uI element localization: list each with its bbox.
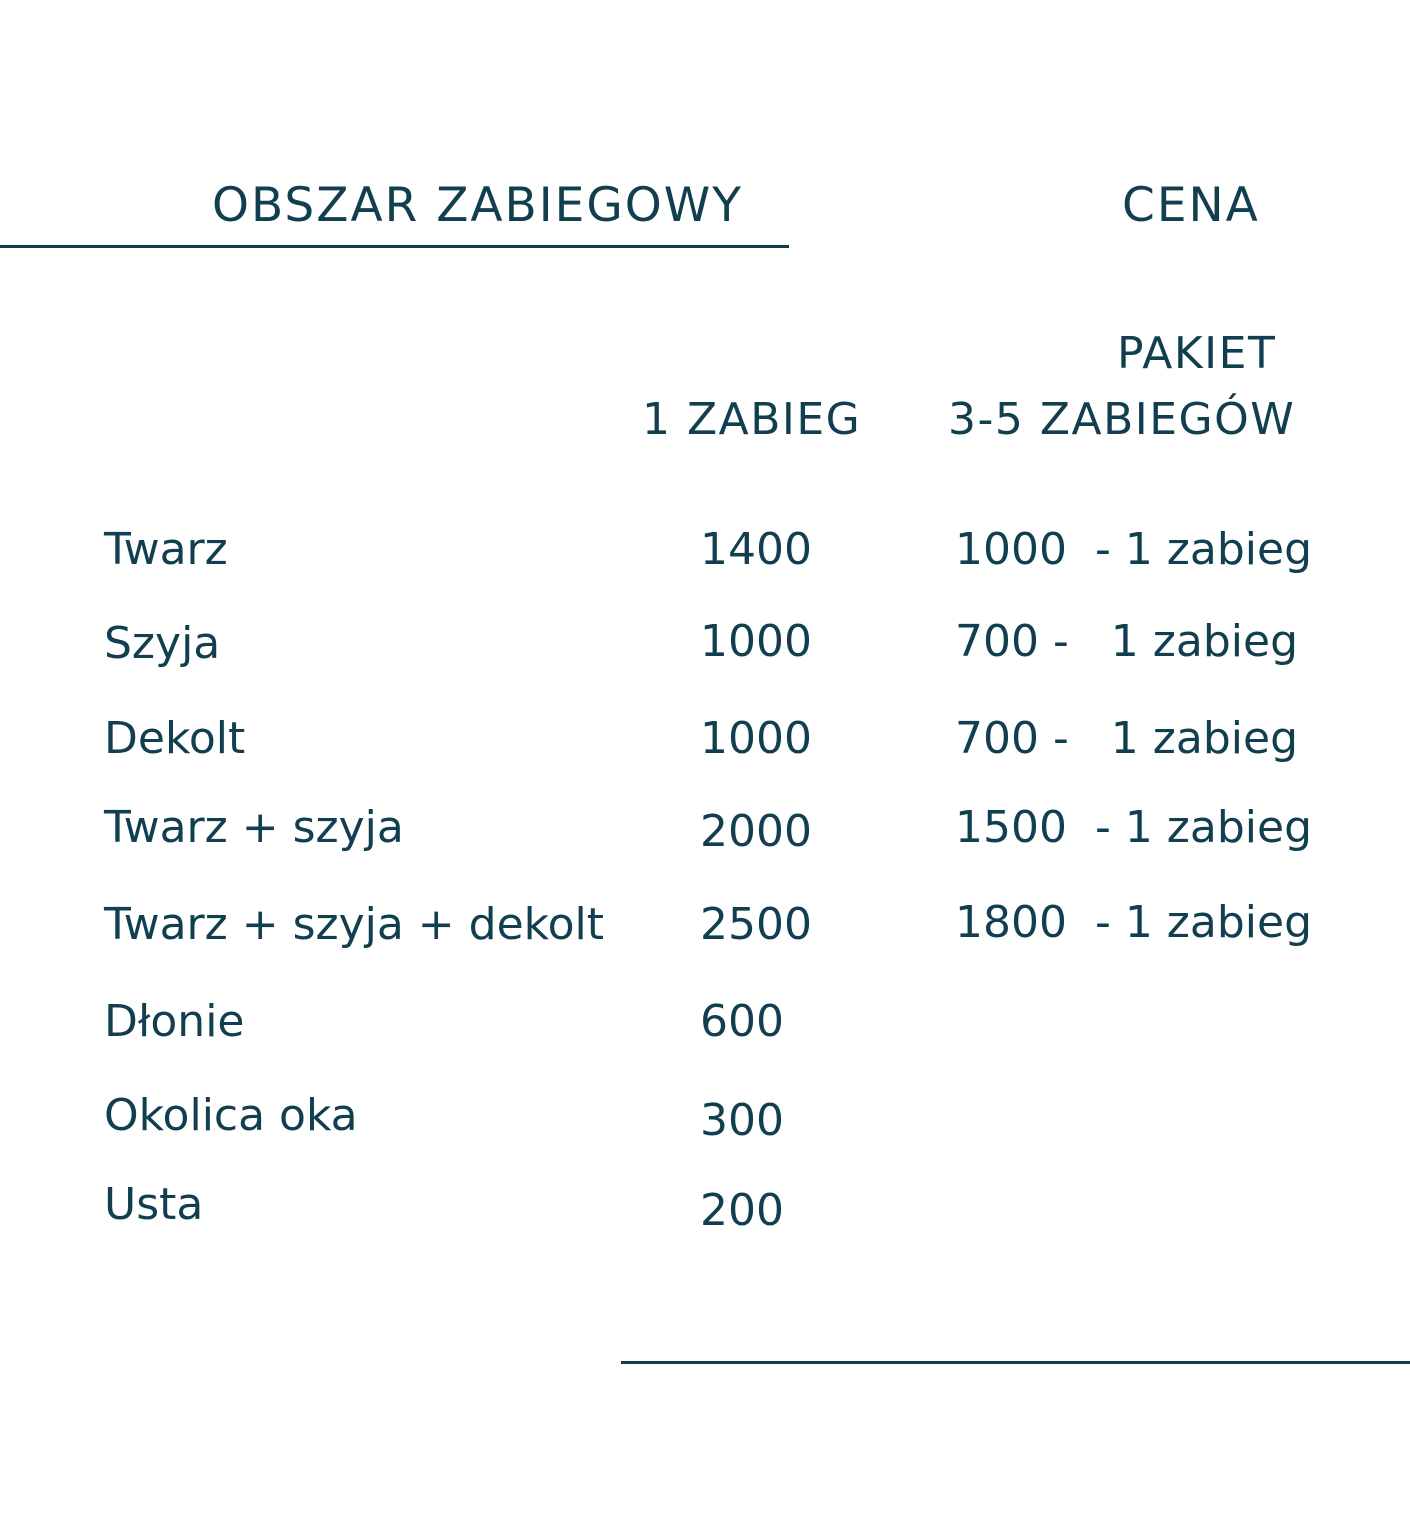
single-price: 200 — [700, 1185, 784, 1236]
area-name: Usta — [104, 1179, 204, 1230]
package-header-line1: PAKIET — [1117, 328, 1277, 379]
area-name: Dekolt — [104, 713, 246, 764]
header-divider — [0, 245, 789, 248]
single-price: 2500 — [700, 899, 812, 950]
area-name: Twarz + szyja — [104, 802, 404, 853]
single-price: 1000 — [700, 713, 812, 764]
package-price: 1000 - 1 zabieg — [955, 524, 1313, 575]
area-name: Twarz — [104, 524, 228, 575]
area-name: Dłonie — [104, 996, 245, 1047]
package-header-line2: 3-5 ZABIEGÓW — [948, 394, 1296, 445]
area-header: OBSZAR ZABIEGOWY — [212, 178, 743, 233]
single-treatment-header: 1 ZABIEG — [642, 394, 862, 445]
price-header: CENA — [1122, 178, 1260, 233]
footer-divider — [621, 1361, 1410, 1364]
package-price: 1800 - 1 zabieg — [955, 897, 1313, 948]
single-price: 2000 — [700, 806, 812, 857]
single-price: 1000 — [700, 616, 812, 667]
package-price: 1500 - 1 zabieg — [955, 802, 1313, 853]
single-price: 1400 — [700, 524, 812, 575]
single-price: 600 — [700, 996, 784, 1047]
package-price: 700 - 1 zabieg — [955, 713, 1298, 764]
area-name: Twarz + szyja + dekolt — [104, 899, 604, 950]
area-name: Okolica oka — [104, 1090, 358, 1141]
single-price: 300 — [700, 1095, 784, 1146]
package-price: 700 - 1 zabieg — [955, 616, 1298, 667]
area-name: Szyja — [104, 618, 221, 669]
